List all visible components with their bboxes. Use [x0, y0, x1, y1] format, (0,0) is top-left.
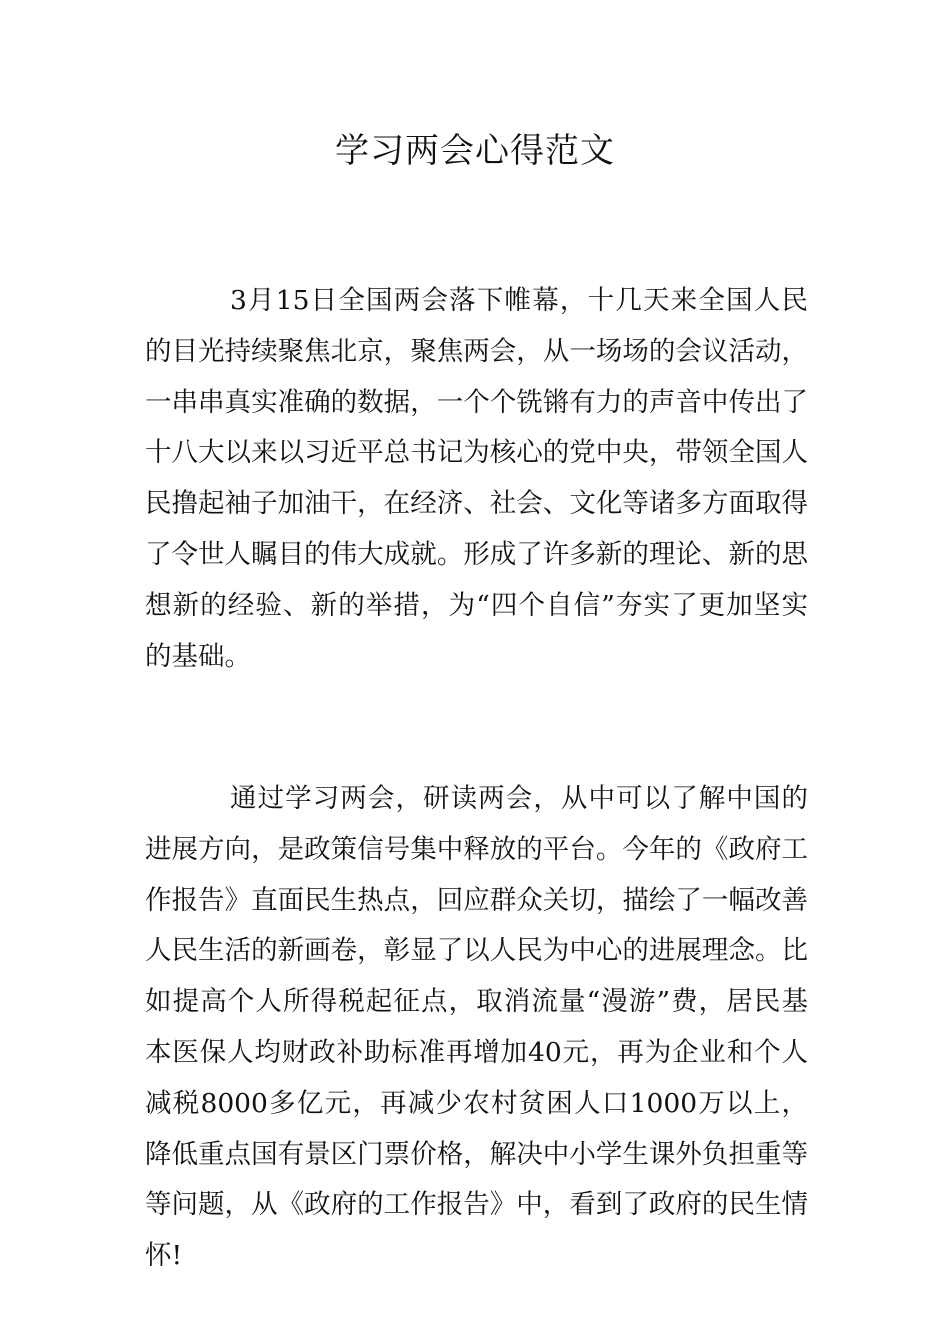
document-title: 学习两会心得范文 [335, 131, 615, 171]
paragraph-2: 通过学习两会，研读两会，从中可以了解中国的进展方向，是政策信号集中释放的平台。今年的《政府工作报告》直面民生热点，回应群众关切，描绘了一幅改善人民生活的新画卷，彰显了以人民为中心的进展理念。比如提高个人所得税起征点，取消流量“漫游”费，居民基本医保人均财政补助标准再增加40元，再为企业和个人减税8000多亿元，再减少农村贫困人口1000万以上，降低重点国有景区门票价格，解决中小学生课外负担重等等问题，从《政府的工作报告》中，看到了政府的民生情怀! [145, 783, 808, 1272]
paragraph-1: 3月15日全国两会落下帷幕，十几天来全国人民的目光持续聚焦北京，聚焦两会，从一场场的会议活动，一串串真实准确的数据，一个个铣锵有力的声音中传出了十八大以来以习近平总书记为核心的党中央，带领全国人民撸起袖子加油干，在经济、社会、文化等诸多方面取得了令世人瞩目的伟大成就。形成了许多新的理论、新的思想新的经验、新的举措，为“四个自信”夯实了更加坚实的基础。 [145, 285, 808, 672]
